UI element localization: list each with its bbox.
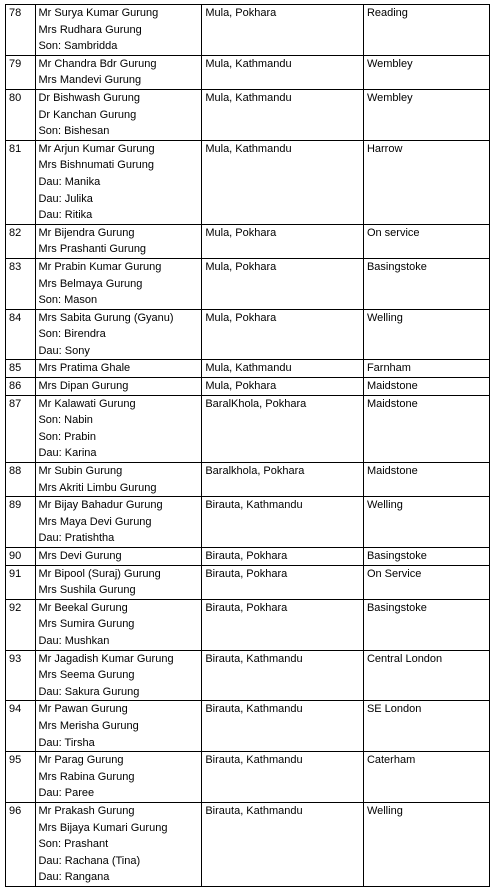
table-row [6,463,490,497]
uk-location: On service [363,224,489,258]
row-number: 81 [6,140,36,224]
member-name: Son: Birendra [38,328,106,341]
member-name: Mrs Seema Gurung [38,669,135,682]
family-members-cell [36,463,202,497]
uk-location: Basingstoke [363,258,489,309]
member-name: Mrs Mandevi Gurung [38,74,142,87]
member-name: Dau: Ritika [38,209,93,222]
member-name: Mr Pawan Gurung [38,703,128,716]
family-members-cell [36,802,202,886]
member-name: Mr Bijendra Gurung [38,226,135,239]
member-name: Mrs Pratima Ghale [38,362,131,375]
row-number: 91 [6,565,36,599]
uk-location: Maidstone [363,463,489,497]
member-name: Mr Kalawati Gurung [38,397,136,410]
origin-address: Mula, Pokhara [202,258,364,309]
family-members-cell [36,548,202,566]
member-table [5,4,490,887]
member-name: Dr Kanchan Gurung [38,108,137,121]
member-name: Dr Bishwash Gurung [38,91,140,104]
origin-address: Birauta, Kathmandu [202,752,364,803]
origin-address: Birauta, Kathmandu [202,497,364,548]
row-number: 86 [6,378,36,396]
origin-address: Mula, Kathmandu [202,89,364,140]
origin-address: Mula, Pokhara [202,224,364,258]
origin-address: Mula, Kathmandu [202,140,364,224]
table-row [6,5,490,56]
row-number: 85 [6,360,36,378]
row-number: 94 [6,701,36,752]
table-row [6,752,490,803]
member-name: Mr Bijay Bahadur Gurung [38,499,163,512]
member-name: Mr Bipool (Suraj) Gurung [38,567,161,580]
member-name: Mr Subin Gurung [38,465,123,478]
row-number: 92 [6,599,36,650]
member-name: Mrs Sumira Gurung [38,618,135,631]
member-name: Dau: Karina [38,447,97,460]
member-name: Mrs Bijaya Kumari Gurung [38,821,168,834]
member-name: Mrs Bishnumati Gurung [38,159,154,172]
family-members-cell [36,752,202,803]
origin-address: Mula, Pokhara [202,378,364,396]
member-name: Mrs Maya Devi Gurung [38,515,152,528]
table-row [6,55,490,89]
row-number: 88 [6,463,36,497]
member-name: Dau: Mushkan [38,634,110,647]
row-number: 93 [6,650,36,701]
family-members-cell [36,309,202,360]
origin-address: Mula, Pokhara [202,5,364,56]
uk-location: Welling [363,309,489,360]
row-number: 87 [6,395,36,462]
origin-address: BaralKhola, Pokhara [202,395,364,462]
origin-address: Mula, Kathmandu [202,360,364,378]
table-row [6,497,490,548]
member-name: Mr Prakash Gurung [38,804,135,817]
uk-location: Basingstoke [363,548,489,566]
origin-address: Birauta, Pokhara [202,565,364,599]
table-row [6,565,490,599]
origin-address: Birauta, Kathmandu [202,701,364,752]
uk-location: SE London [363,701,489,752]
member-name: Son: Bishesan [38,125,110,138]
member-name: Dau: Paree [38,787,95,800]
member-name: Dau: Sony [38,344,90,357]
family-members-cell [36,650,202,701]
member-name: Dau: Rangana [38,871,110,884]
table-row [6,224,490,258]
uk-location: Maidstone [363,378,489,396]
member-name: Mrs Belmaya Gurung [38,277,143,290]
member-name: Dau: Tirsha [38,736,95,749]
row-number: 80 [6,89,36,140]
row-number: 83 [6,258,36,309]
member-name: Son: Mason [38,294,98,307]
member-name: Mrs Rabina Gurung [38,770,135,783]
member-name: Mr Surya Kumar Gurung [38,7,159,19]
family-members-cell [36,224,202,258]
family-members-cell [36,395,202,462]
member-table-body [6,5,490,887]
uk-location: Farnham [363,360,489,378]
origin-address: Birauta, Pokhara [202,599,364,650]
table-row [6,802,490,886]
member-name: Mrs Dipan Gurung [38,380,129,393]
member-name: Mr Parag Gurung [38,754,124,767]
member-name: Mr Prabin Kumar Gurung [38,260,162,273]
member-name: Mrs Rudhara Gurung [38,23,142,36]
member-name: Dau: Manika [38,175,101,188]
table-row [6,309,490,360]
table-row [6,548,490,566]
family-members-cell [36,497,202,548]
member-name: Dau: Rachana (Tina) [38,854,141,867]
family-members-cell [36,140,202,224]
member-name: Mrs Sabita Gurung (Gyanu) [38,311,174,324]
row-number: 84 [6,309,36,360]
table-row [6,140,490,224]
row-number: 90 [6,548,36,566]
family-members-cell [36,378,202,396]
family-members-cell [36,360,202,378]
table-row [6,360,490,378]
member-name: Mrs Akriti Limbu Gurung [38,481,157,494]
uk-location: Caterham [363,752,489,803]
family-members-cell [36,5,202,56]
member-name: Mrs Devi Gurung [38,550,122,562]
table-row [6,650,490,701]
table-row [6,89,490,140]
uk-location: Maidstone [363,395,489,462]
member-name: Mr Jagadish Kumar Gurung [38,652,174,665]
row-number: 96 [6,802,36,886]
uk-location: Harrow [363,140,489,224]
table-row [6,258,490,309]
member-name: Mrs Sushila Gurung [38,584,136,597]
row-number: 95 [6,752,36,803]
family-members-cell [36,599,202,650]
origin-address: Birauta, Kathmandu [202,650,364,701]
member-name: Dau: Sakura Gurung [38,685,140,698]
uk-location: Welling [363,802,489,886]
family-members-cell [36,565,202,599]
origin-address: Birauta, Pokhara [202,548,364,566]
family-members-cell [36,55,202,89]
member-name: Son: Sambridda [38,40,118,53]
row-number: 82 [6,224,36,258]
table-row [6,701,490,752]
uk-location: On Service [363,565,489,599]
uk-location: Welling [363,497,489,548]
uk-location: Reading [363,5,489,56]
uk-location: Central London [363,650,489,701]
origin-address: Birauta, Kathmandu [202,802,364,886]
table-row [6,599,490,650]
row-number: 78 [6,5,36,56]
table-row [6,378,490,396]
member-name: Mrs Merisha Gurung [38,719,139,732]
family-members-cell [36,89,202,140]
member-name: Son: Prabin [38,430,96,443]
member-name: Dau: Pratishtha [38,532,115,545]
table-row [6,395,490,462]
member-name: Mr Beekal Gurung [38,601,128,614]
origin-address: Mula, Kathmandu [202,55,364,89]
member-name: Son: Nabin [38,414,93,427]
family-members-cell [36,701,202,752]
row-number: 89 [6,497,36,548]
row-number: 79 [6,55,36,89]
member-name: Mr Chandra Bdr Gurung [38,57,157,70]
origin-address: Baralkhola, Pokhara [202,463,364,497]
member-name: Mr Arjun Kumar Gurung [38,142,155,155]
member-name: Son: Prashant [38,838,109,851]
uk-location: Basingstoke [363,599,489,650]
family-members-cell [36,258,202,309]
origin-address: Mula, Pokhara [202,309,364,360]
uk-location: Wembley [363,89,489,140]
member-name: Mrs Prashanti Gurung [38,243,147,256]
uk-location: Wembley [363,55,489,89]
member-name: Dau: Julika [38,192,93,205]
